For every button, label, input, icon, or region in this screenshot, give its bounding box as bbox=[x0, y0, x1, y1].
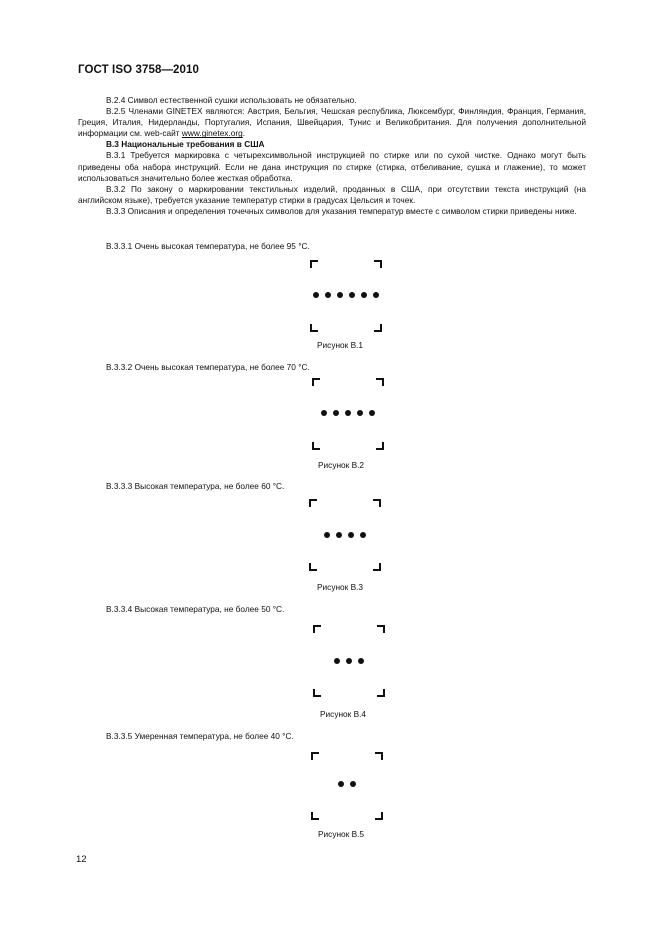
corner-mark bbox=[377, 689, 385, 697]
corner-mark bbox=[376, 442, 384, 450]
section-heading-b-3: В.3 Национальные требования в США bbox=[106, 139, 265, 150]
dot-row bbox=[309, 532, 381, 538]
paragraph-b-2-4: В.2.4 Символ естественной сушки использовать не обязательно. bbox=[106, 95, 357, 105]
corner-mark bbox=[313, 625, 321, 633]
temperature-dot bbox=[348, 532, 354, 538]
item-b-3-3-4: В.3.3.4 Высокая температура, не более 50 °С. bbox=[106, 604, 285, 614]
temperature-dot bbox=[358, 658, 364, 664]
body-text bbox=[78, 95, 586, 217]
dot-row bbox=[311, 781, 383, 787]
corner-mark bbox=[376, 378, 384, 386]
temperature-dot bbox=[337, 292, 343, 298]
corner-mark bbox=[375, 812, 383, 820]
temperature-dot bbox=[324, 532, 330, 538]
wash-temperature-symbol bbox=[311, 752, 383, 820]
temperature-dot bbox=[321, 410, 327, 416]
temperature-dot bbox=[373, 292, 379, 298]
temperature-dot bbox=[338, 781, 344, 787]
dot-row bbox=[312, 410, 384, 416]
wash-temperature-symbol bbox=[310, 260, 382, 332]
temperature-dot bbox=[333, 410, 339, 416]
paragraph-b-2-5-text: В.2.5 Членами GINETEX являются: Австрия, Бельгия, Чешская республика, Люксембург, Финляндия, Франция, Германия, Греция, Италия, Нидерланды, Португалия, Испания, Швейцария, Тунис и Великобритания. Для получения дополнительной информации см. web-сайт bbox=[78, 106, 586, 139]
corner-mark bbox=[373, 563, 381, 571]
page-number: 12 bbox=[76, 854, 87, 865]
corner-mark bbox=[311, 812, 319, 820]
corner-mark bbox=[375, 752, 383, 760]
temperature-dot bbox=[357, 410, 363, 416]
corner-mark bbox=[313, 689, 321, 697]
dot-row bbox=[313, 658, 385, 664]
temperature-dot bbox=[313, 292, 319, 298]
corner-mark bbox=[377, 625, 385, 633]
temperature-dot bbox=[336, 532, 342, 538]
temperature-dot bbox=[325, 292, 331, 298]
paragraph-b-3-1: В.3.1 Требуется маркировка с четырехсимвольной инструкцией по стирке или по сухой чистке. Однако могут быть приведены оба набора инструкций. Если не дана инструкция по стирке (стирка, отбеливание, сушка и глажение), то может использоваться значительно более жесткая обработка. bbox=[78, 150, 586, 183]
temperature-dot bbox=[360, 532, 366, 538]
item-b-3-3-5: В.3.3.5 Умеренная температура, не более 40 °С. bbox=[106, 731, 294, 741]
corner-mark bbox=[309, 499, 317, 507]
temperature-dot bbox=[346, 658, 352, 664]
temperature-dot bbox=[334, 658, 340, 664]
corner-mark bbox=[309, 563, 317, 571]
corner-mark bbox=[310, 324, 318, 332]
corner-mark bbox=[312, 442, 320, 450]
paragraph-b-2-5 bbox=[78, 106, 586, 139]
figure-caption: Рисунок В.4 bbox=[320, 709, 367, 719]
item-b-3-3-3: В.3.3.3 Высокая температура, не более 60 °С. bbox=[106, 481, 285, 491]
corner-mark bbox=[312, 378, 320, 386]
figure-caption: Рисунок В.2 bbox=[318, 460, 365, 470]
wash-temperature-symbol bbox=[309, 499, 381, 571]
paragraph-b-2-5-end: . bbox=[242, 128, 246, 139]
figure-caption: Рисунок В.1 bbox=[317, 340, 364, 350]
document-header: ГОСТ ISO 3758—2010 bbox=[78, 64, 200, 76]
wash-temperature-symbol bbox=[312, 378, 384, 450]
corner-mark bbox=[311, 752, 319, 760]
temperature-dot bbox=[361, 292, 367, 298]
paragraph-b-3-3: В.3.3 Описания и определения точечных символов для указания температур вместе с символом стирки приведены ниже. bbox=[106, 205, 577, 216]
corner-mark bbox=[374, 260, 382, 268]
paragraph-b-3-2: В.3.2 По закону о маркировании текстильных изделий, проданных в США, при отсутствии текста инструкций (на английском языке), требуется указание температур стирки в градусах Цельсия и точек. bbox=[78, 183, 586, 205]
ginetex-link[interactable]: www.ginetex.org bbox=[181, 128, 243, 139]
corner-mark bbox=[373, 499, 381, 507]
figure-caption: Рисунок В.3 bbox=[317, 582, 364, 592]
item-b-3-3-2: В.3.3.2 Очень высокая температура, не более 70 °С. bbox=[106, 362, 310, 372]
figure-caption: Рисунок В.5 bbox=[318, 829, 365, 839]
temperature-dot bbox=[345, 410, 351, 416]
corner-mark bbox=[374, 324, 382, 332]
corner-mark bbox=[310, 260, 318, 268]
temperature-dot bbox=[369, 410, 375, 416]
item-b-3-3-1: В.3.3.1 Очень высокая температура, не более 95 °С. bbox=[106, 241, 310, 251]
dot-row bbox=[310, 292, 382, 298]
temperature-dot bbox=[349, 292, 355, 298]
temperature-dot bbox=[350, 781, 356, 787]
wash-temperature-symbol bbox=[313, 625, 385, 697]
